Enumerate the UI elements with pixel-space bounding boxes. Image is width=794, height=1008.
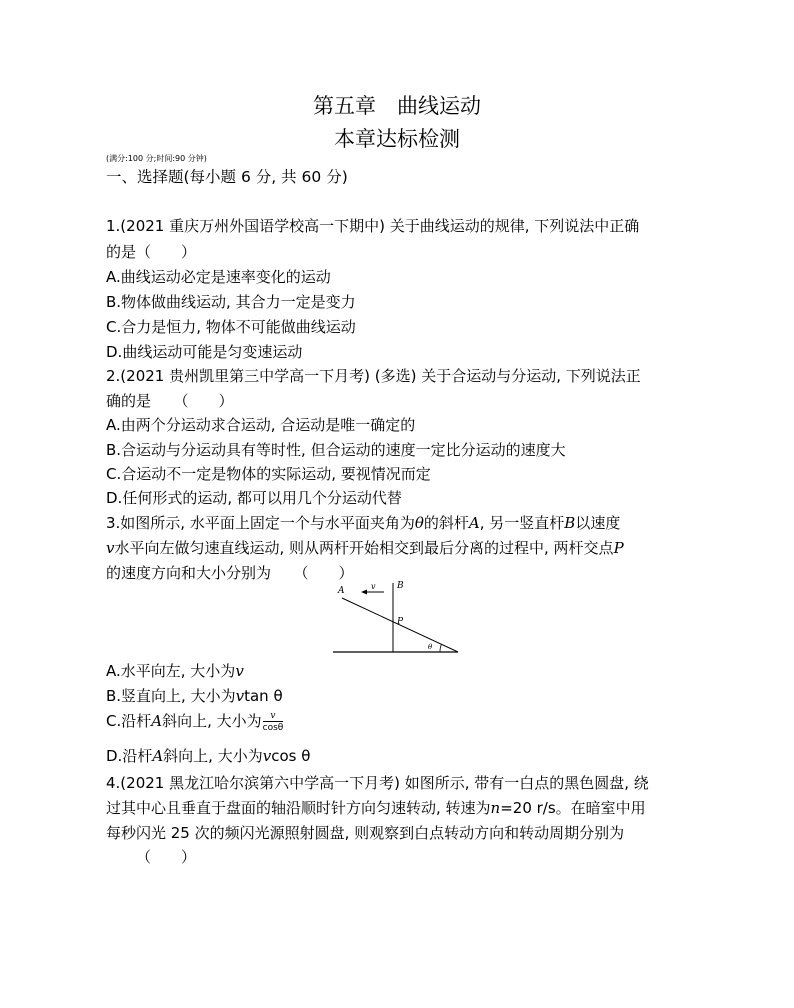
chapter-title: 第五章 曲线运动 [313,94,481,118]
q3-opt-d-v: v [262,747,272,765]
question-1-stem-cont: 的是（ ） [106,243,197,261]
label-theta: θ [428,643,433,651]
section-title: 一、选择题(每小题 6 分, 共 60 分) [106,168,348,186]
q3-opt-c-fraction [263,711,284,733]
label-b: B [397,581,404,591]
q3-opt-d-text: D.沿杆 [106,747,153,765]
question-3-stem-cont [106,537,624,558]
q3-text: 3.如图所示, 水平面上固定一个与水平面夹角为 [106,514,415,532]
q3-theta: θ [414,514,424,532]
q3-opt-c-text: 斜向上, 大小为 [162,712,262,730]
question-2-option-a: A.由两个分运动求合运动, 合运动是唯一确定的 [106,416,416,434]
q3-opt-b-var: v [235,687,245,705]
q3-opt-c-text: C.沿杆 [106,712,152,730]
fraction-denominator: cosθ [262,722,284,733]
q3-var-v: v [106,539,115,557]
question-3-stem [106,512,620,533]
question-3-figure [330,578,462,660]
test-subtitle: 本章达标检测 [334,127,460,151]
question-2-option-c: C.合运动不一定是物体的实际运动, 要视情况而定 [106,465,431,483]
q3-opt-d-text: 斜向上, 大小为 [163,747,263,765]
q3-text: , 另一竖直杆 [479,514,565,532]
q3-var-p: P [613,539,624,557]
label-a: A [338,586,345,596]
velocity-arrow-head [361,590,367,595]
question-3-option-d [106,745,310,766]
q3-opt-d-fn: cos θ [271,747,311,765]
question-2-stem: 2.(2021 贵州凯里第三中学高一下月考) (多选) 关于合运动与分运动, 下列说法正 [106,367,641,385]
question-3-option-a [106,660,244,681]
q4-text: =20 r/s。在暗室中用 [500,799,646,817]
q3-text: 的斜杆 [423,514,469,532]
question-4-stem: 4.(2021 黑龙江哈尔滨第六中学高一下月考) 如图所示, 带有一白点的黑色圆盘, 绕 [106,774,649,792]
question-3-option-c [106,710,283,733]
question-1-stem: 1.(2021 重庆万州外国语学校高一下期中) 关于曲线运动的规律, 下列说法中正确 [106,217,640,235]
q3-text: 水平向左做匀速直线运动, 则从两杆开始相交到最后分离的过程中, 两杆交点 [114,539,614,557]
q3-var-b: B [564,514,576,532]
question-1-option-c: C.合力是恒力, 物体不可能做曲线运动 [106,318,356,336]
q4-var-n: n [490,799,501,817]
question-4-stem-cont [106,797,646,818]
q3-opt-d-var: A [152,747,164,765]
q3-opt-a-text: A.水平向左, 大小为 [106,662,236,680]
question-3-stem-end: 的速度方向和大小分别为 （ ） [106,564,354,582]
q3-text: 以速度 [575,514,621,532]
score-info: (满分:100 分;时间:90 分钟) [106,154,207,163]
question-2-option-b: B.合运动与分运动具有等时性, 但合运动的速度一定比分运动的速度大 [106,441,566,459]
fraction-numerator: v [270,710,276,721]
q3-opt-b-fn: tan θ [244,687,283,705]
q3-var-a: A [468,514,480,532]
q3-opt-b-text: B.竖直向上, 大小为 [106,687,236,705]
q4-text: 过其中心且垂直于盘面的轴沿顺时针方向匀速转动, 转速为 [106,799,491,817]
question-1-option-b: B.物体做曲线运动, 其合力一定是变力 [106,293,356,311]
question-2-stem-cont: 确的是 （ ） [106,392,234,410]
question-3-option-b [106,685,283,706]
label-p: P [397,617,404,627]
question-4-stem-cont2: 每秒闪光 25 次的频闪光源照射圆盘, 则观察到白点转动方向和转动周期分别为 [106,824,625,842]
q3-opt-c-var: A [151,712,163,730]
theta-arc [440,644,442,652]
question-1-option-d: D.曲线运动可能是匀变速运动 [106,343,303,361]
q3-opt-a-var: v [235,662,244,680]
label-v: v [371,582,376,591]
question-4-answer-blank: （ ） [136,848,197,866]
question-1-option-a: A.曲线运动必定是速率变化的运动 [106,268,331,286]
question-2-option-d: D.任何形式的运动, 都可以用几个分运动代替 [106,489,402,507]
